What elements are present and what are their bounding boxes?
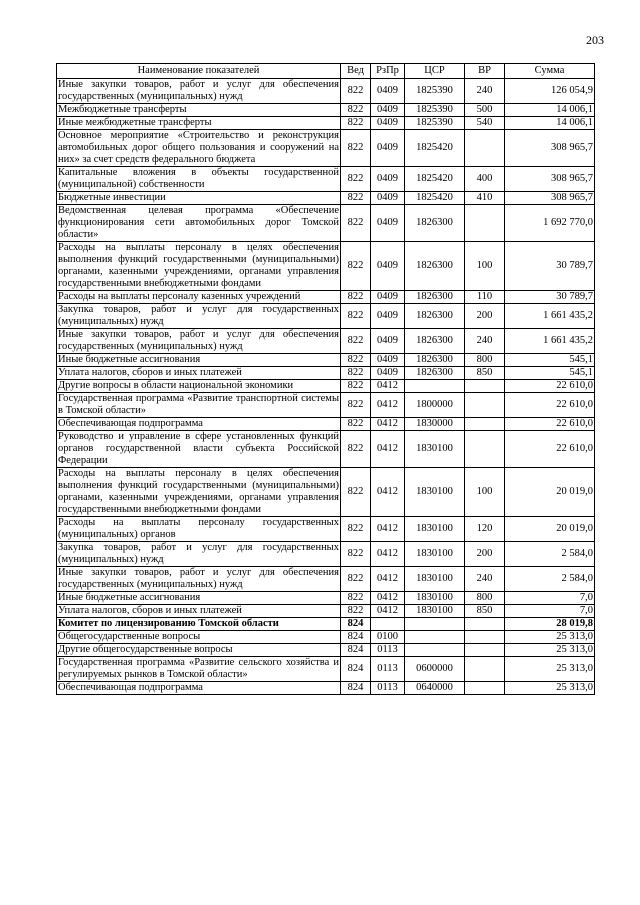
cell-rzpr: 0412	[371, 592, 405, 605]
cell-rzpr: 0409	[371, 117, 405, 130]
table-row	[57, 104, 595, 117]
cell-sum: 22 610,0	[505, 431, 595, 468]
header-vr: ВР	[465, 64, 505, 79]
cell-rzpr: 0412	[371, 517, 405, 542]
cell-vr	[465, 657, 505, 682]
table-row	[57, 117, 595, 130]
cell-ved: 822	[341, 192, 371, 205]
cell-sum: 308 965,7	[505, 192, 595, 205]
cell-ved: 824	[341, 631, 371, 644]
cell-rzpr: 0412	[371, 542, 405, 567]
cell-csr: 1830100	[405, 542, 465, 567]
cell-rzpr: 0409	[371, 329, 405, 354]
cell-vr	[465, 130, 505, 167]
cell-name: Иные бюджетные ассигнования	[57, 592, 341, 605]
cell-ved: 822	[341, 567, 371, 592]
cell-rzpr: 0412	[371, 431, 405, 468]
cell-ved: 824	[341, 657, 371, 682]
cell-sum: 7,0	[505, 592, 595, 605]
cell-vr: 800	[465, 354, 505, 367]
table-row	[57, 291, 595, 304]
cell-csr: 1826300	[405, 242, 465, 291]
cell-csr: 1826300	[405, 291, 465, 304]
cell-vr: 110	[465, 291, 505, 304]
cell-sum: 14 006,1	[505, 117, 595, 130]
cell-name: Руководство и управление в сфере установленных функций органов государственной власти субъекта Российской Федерации	[58, 431, 339, 466]
cell-rzpr	[371, 618, 405, 631]
cell-rzpr: 0100	[371, 631, 405, 644]
cell-vr	[465, 682, 505, 695]
table-row	[57, 205, 595, 242]
cell-name: Уплата налогов, сборов и иных платежей	[57, 367, 341, 380]
cell-name: Обеспечивающая подпрограмма	[57, 418, 341, 431]
cell-sum: 25 313,0	[505, 657, 595, 682]
cell-rzpr: 0412	[371, 567, 405, 592]
cell-sum: 2 584,0	[505, 567, 595, 592]
cell-rzpr: 0412	[371, 380, 405, 393]
cell-sum: 2 584,0	[505, 542, 595, 567]
cell-vr: 800	[465, 592, 505, 605]
table-row	[57, 380, 595, 393]
cell-sum: 20 019,0	[505, 517, 595, 542]
cell-ved: 822	[341, 79, 371, 104]
cell-sum: 30 789,7	[505, 242, 595, 291]
cell-csr: 1825420	[405, 167, 465, 192]
cell-name: Межбюджетные трансферты	[57, 104, 341, 117]
table-row	[57, 79, 595, 104]
cell-name: Расходы на выплаты персоналу государственных (муниципальных) органов	[58, 517, 339, 540]
cell-rzpr: 0409	[371, 192, 405, 205]
cell-vr: 100	[465, 468, 505, 517]
cell-name: Расходы на выплаты персоналу в целях обеспечения выполнения функций государственными (муниципальными) органами, казенными учреждениями, органами управления государственными внебюджетными фондами	[58, 468, 339, 515]
cell-csr	[405, 618, 465, 631]
cell-rzpr: 0412	[371, 468, 405, 517]
table-row	[57, 393, 595, 418]
cell-rzpr: 0409	[371, 242, 405, 291]
cell-vr: 500	[465, 104, 505, 117]
cell-vr	[465, 418, 505, 431]
cell-name: Капитальные вложения в объекты государственной (муниципальной) собственности	[58, 167, 339, 190]
cell-rzpr: 0412	[371, 605, 405, 618]
cell-csr: 1826300	[405, 205, 465, 242]
cell-sum: 1 692 770,0	[505, 205, 595, 242]
cell-ved: 824	[341, 682, 371, 695]
cell-ved: 822	[341, 329, 371, 354]
cell-vr	[465, 431, 505, 468]
table-row	[57, 242, 595, 291]
cell-sum: 7,0	[505, 605, 595, 618]
cell-sum: 22 610,0	[505, 393, 595, 418]
cell-name: Закупка товаров, работ и услуг для государственных (муниципальных) нужд	[58, 304, 339, 327]
cell-sum: 25 313,0	[505, 644, 595, 657]
table-row	[57, 431, 595, 468]
page-number: 203	[586, 33, 604, 47]
cell-csr: 1830000	[405, 418, 465, 431]
cell-name: Иные закупки товаров, работ и услуг для обеспечения государственных (муниципальных) нужд	[58, 329, 339, 352]
cell-name: Закупка товаров, работ и услуг для государственных (муниципальных) нужд	[58, 542, 339, 565]
table-row	[57, 682, 595, 695]
table-row	[57, 644, 595, 657]
cell-vr: 240	[465, 329, 505, 354]
cell-sum: 25 313,0	[505, 682, 595, 695]
cell-csr	[405, 631, 465, 644]
table-row	[57, 542, 595, 567]
cell-rzpr: 0409	[371, 354, 405, 367]
cell-vr: 240	[465, 567, 505, 592]
budget-table	[56, 63, 595, 695]
cell-vr	[465, 631, 505, 644]
cell-name: Уплата налогов, сборов и иных платежей	[57, 605, 341, 618]
cell-sum: 25 313,0	[505, 631, 595, 644]
cell-vr: 540	[465, 117, 505, 130]
cell-ved: 822	[341, 205, 371, 242]
table-row	[57, 468, 595, 517]
cell-ved: 822	[341, 367, 371, 380]
cell-name: Ведомственная целевая программа «Обеспечение функционирования сети автомобильных дорог Томской области»	[58, 205, 339, 240]
table-row	[57, 367, 595, 380]
cell-ved: 822	[341, 468, 371, 517]
cell-vr: 100	[465, 242, 505, 291]
cell-vr	[465, 644, 505, 657]
cell-csr: 1825390	[405, 117, 465, 130]
cell-ved: 822	[341, 418, 371, 431]
cell-vr	[465, 618, 505, 631]
cell-name: Иные бюджетные ассигнования	[57, 354, 341, 367]
table-body	[57, 79, 595, 695]
cell-ved: 822	[341, 242, 371, 291]
cell-vr: 850	[465, 605, 505, 618]
cell-name: Иные закупки товаров, работ и услуг для обеспечения государственных (муниципальных) нужд	[58, 79, 339, 102]
cell-vr: 200	[465, 304, 505, 329]
cell-sum: 126 054,9	[505, 79, 595, 104]
cell-csr: 0640000	[405, 682, 465, 695]
cell-name: Комитет по лицензированию Томской области	[57, 618, 341, 631]
cell-vr: 200	[465, 542, 505, 567]
cell-csr: 1825420	[405, 130, 465, 167]
cell-ved: 822	[341, 517, 371, 542]
cell-name: Государственная программа «Развитие сельского хозяйства и регулируемых рынков в Томской области»	[58, 657, 339, 680]
table-row	[57, 418, 595, 431]
cell-rzpr: 0409	[371, 130, 405, 167]
cell-sum: 22 610,0	[505, 418, 595, 431]
cell-name: Другие общегосударственные вопросы	[57, 644, 341, 657]
cell-ved: 822	[341, 431, 371, 468]
table-row	[57, 329, 595, 354]
cell-ved: 824	[341, 644, 371, 657]
cell-ved: 822	[341, 393, 371, 418]
cell-ved: 824	[341, 618, 371, 631]
header-row	[57, 64, 595, 79]
cell-sum: 14 006,1	[505, 104, 595, 117]
cell-vr: 400	[465, 167, 505, 192]
table-row	[57, 167, 595, 192]
cell-csr: 1830100	[405, 567, 465, 592]
cell-rzpr: 0409	[371, 205, 405, 242]
cell-name: Расходы на выплаты персоналу казенных учреждений	[57, 291, 341, 304]
cell-name: Обеспечивающая подпрограмма	[57, 682, 341, 695]
cell-ved: 822	[341, 304, 371, 329]
header-name: Наименование показателей	[57, 64, 341, 79]
cell-sum: 28 019,8	[505, 618, 595, 631]
cell-csr: 1825390	[405, 79, 465, 104]
cell-vr: 850	[465, 367, 505, 380]
cell-rzpr: 0412	[371, 418, 405, 431]
table-row	[57, 657, 595, 682]
table-row	[57, 192, 595, 205]
cell-csr: 1826300	[405, 304, 465, 329]
cell-csr	[405, 644, 465, 657]
cell-ved: 822	[341, 104, 371, 117]
cell-rzpr: 0409	[371, 291, 405, 304]
cell-ved: 822	[341, 380, 371, 393]
cell-sum: 308 965,7	[505, 130, 595, 167]
cell-csr: 1826300	[405, 354, 465, 367]
cell-csr: 1826300	[405, 367, 465, 380]
table-row	[57, 567, 595, 592]
cell-rzpr: 0113	[371, 682, 405, 695]
table-row	[57, 130, 595, 167]
table-row	[57, 631, 595, 644]
cell-csr: 1826300	[405, 329, 465, 354]
cell-rzpr: 0409	[371, 79, 405, 104]
header-sum: Сумма	[505, 64, 595, 79]
cell-vr: 240	[465, 79, 505, 104]
cell-csr: 1830100	[405, 517, 465, 542]
cell-csr: 1800000	[405, 393, 465, 418]
cell-ved: 822	[341, 167, 371, 192]
cell-rzpr: 0412	[371, 393, 405, 418]
cell-rzpr: 0113	[371, 657, 405, 682]
table-row	[57, 605, 595, 618]
table-row	[57, 517, 595, 542]
cell-vr	[465, 380, 505, 393]
cell-sum: 1 661 435,2	[505, 329, 595, 354]
cell-ved: 822	[341, 354, 371, 367]
cell-name: Бюджетные инвестиции	[57, 192, 341, 205]
cell-csr: 1830100	[405, 431, 465, 468]
header-ved: Вед	[341, 64, 371, 79]
cell-vr: 410	[465, 192, 505, 205]
cell-csr: 1830100	[405, 468, 465, 517]
cell-vr: 120	[465, 517, 505, 542]
cell-ved: 822	[341, 130, 371, 167]
cell-name: Расходы на выплаты персоналу в целях обеспечения выполнения функций государственными (муниципальными) органами, казенными учреждениями, органами управления государственными внебюджетными фондами	[58, 242, 339, 289]
cell-csr: 0600000	[405, 657, 465, 682]
cell-rzpr: 0113	[371, 644, 405, 657]
cell-csr	[405, 380, 465, 393]
cell-csr: 1830100	[405, 605, 465, 618]
cell-sum: 20 019,0	[505, 468, 595, 517]
cell-sum: 30 789,7	[505, 291, 595, 304]
cell-sum: 308 965,7	[505, 167, 595, 192]
cell-ved: 822	[341, 592, 371, 605]
cell-rzpr: 0409	[371, 304, 405, 329]
cell-vr	[465, 205, 505, 242]
cell-ved: 822	[341, 117, 371, 130]
cell-csr: 1825390	[405, 104, 465, 117]
cell-csr: 1825420	[405, 192, 465, 205]
table-row	[57, 592, 595, 605]
cell-name: Государственная программа «Развитие транспортной системы в Томской области»	[58, 393, 339, 416]
cell-ved: 822	[341, 291, 371, 304]
table-row	[57, 354, 595, 367]
cell-vr	[465, 393, 505, 418]
header-csr: ЦСР	[405, 64, 465, 79]
cell-name: Общегосударственные вопросы	[57, 631, 341, 644]
cell-rzpr: 0409	[371, 167, 405, 192]
table-row	[57, 618, 595, 631]
cell-csr: 1830100	[405, 592, 465, 605]
header-rzpr: РзПр	[371, 64, 405, 79]
cell-rzpr: 0409	[371, 367, 405, 380]
cell-sum: 545,1	[505, 367, 595, 380]
cell-ved: 822	[341, 542, 371, 567]
cell-name: Другие вопросы в области национальной экономики	[57, 380, 341, 393]
cell-sum: 545,1	[505, 354, 595, 367]
table-header	[57, 64, 595, 79]
cell-name: Основное мероприятие «Строительство и реконструкция автомобильных дорог общего пользования и сооружений на них» за счет средств федерального бюджета	[58, 130, 339, 165]
cell-name: Иные закупки товаров, работ и услуг для обеспечения государственных (муниципальных) нужд	[58, 567, 339, 590]
cell-sum: 1 661 435,2	[505, 304, 595, 329]
cell-sum: 22 610,0	[505, 380, 595, 393]
cell-rzpr: 0409	[371, 104, 405, 117]
table-row	[57, 304, 595, 329]
cell-ved: 822	[341, 605, 371, 618]
cell-name: Иные межбюджетные трансферты	[57, 117, 341, 130]
